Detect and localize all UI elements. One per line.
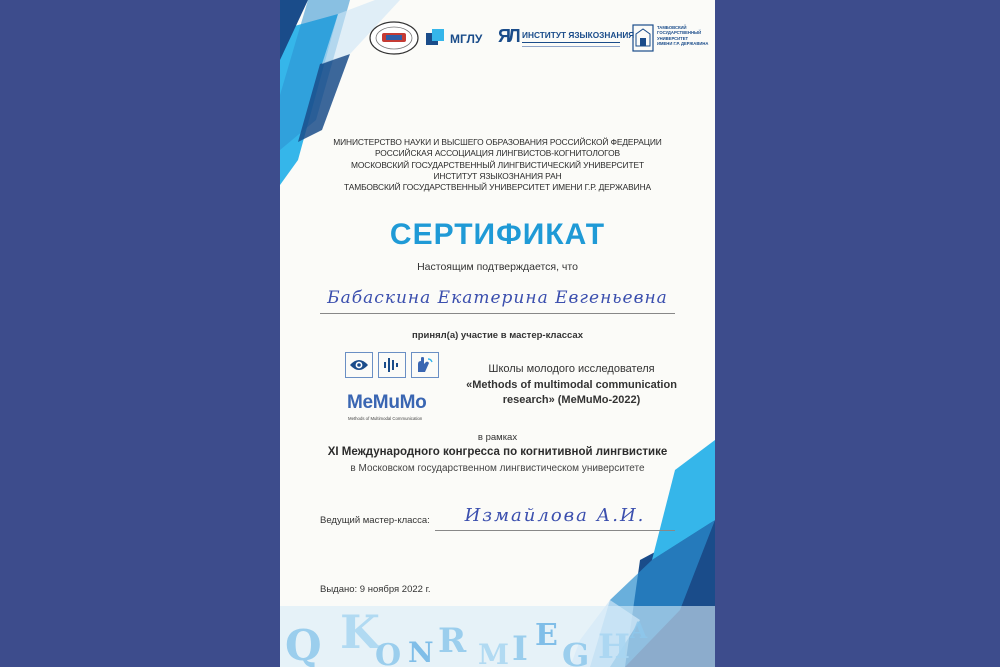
tambov-logo-line: ГОСУДАРСТВЕННЫЙ	[657, 30, 702, 36]
recipient-name-signature: Бабаскина Екатерина Евгеньевна	[327, 288, 668, 308]
letter-collage	[280, 600, 715, 667]
mglu-logo-text: МГЛУ	[450, 32, 483, 46]
memumo-logo	[345, 352, 445, 424]
participation-text: принял(а) участие в мастер-классах	[411, 330, 584, 341]
framework-text: в рамках	[477, 432, 518, 443]
school-line-3: research» (MeMuMo-2022)	[502, 394, 641, 406]
collage-letter-k: K	[340, 605, 380, 659]
collage-letter-q: Q	[285, 621, 322, 667]
issue-date: Выдано: 9 ноября 2022 г.	[320, 584, 431, 595]
organizer-line: ИНСТИТУТ ЯЗЫКОЗНАНИЯ РАН	[433, 170, 562, 181]
institute-logo-text: ИНСТИТУТ ЯЗЫКОЗНАНИЯ	[522, 30, 635, 40]
confirmation-text: Настоящим подтверждается, что	[417, 261, 578, 273]
collage-letter-h: H	[598, 627, 631, 667]
institute-symbol-icon: ЯЛ	[498, 26, 518, 46]
tambov-crest-icon	[632, 24, 654, 52]
lead-label: Ведущий мастер-класса:	[320, 515, 430, 526]
collage-letter-o: O	[375, 638, 402, 667]
eye-icon-box	[345, 352, 373, 378]
soundwave-icon	[382, 356, 402, 374]
tambov-logo-text	[657, 25, 715, 47]
tambov-logo-line: УНИВЕРСИТЕТ	[657, 35, 689, 41]
organizer-line: ТАМБОВСКИЙ ГОСУДАРСТВЕННЫЙ УНИВЕРСИТЕТ ИМЕНИ Г.Р. ДЕРЖАВИНА	[343, 182, 651, 193]
venue-text: в Московском государственном лингвистическом университете	[350, 463, 645, 474]
collage-letter-m: M	[478, 638, 509, 667]
tambov-logo-line: ИМЕНИ Г.Р. ДЕРЖАВИНА	[657, 41, 709, 47]
gesture-icon-box	[411, 352, 439, 378]
organizer-line: МИНИСТЕРСТВО НАУКИ И ВЫСШЕГО ОБРАЗОВАНИЯ РОССИЙСКОЙ ФЕДЕРАЦИИ	[333, 137, 662, 147]
institute-logo-underline	[522, 42, 620, 43]
recipient-name-line	[320, 313, 675, 314]
certificate-page	[280, 0, 715, 667]
eye-icon	[349, 358, 369, 372]
collage-letter-a: A	[630, 618, 648, 644]
collage-letter-e: E	[535, 618, 558, 653]
mglu-logo-icon	[426, 29, 446, 49]
certificate-title: СЕРТИФИКАТ	[389, 218, 606, 251]
soundwave-icon-box	[378, 352, 406, 378]
lead-signature-line	[435, 530, 675, 531]
collage-letter-r: R	[438, 621, 467, 661]
memumo-logo-caption: Methods of Multimodal Communication	[348, 416, 423, 421]
institute-logo-underline-2	[522, 46, 620, 47]
collage-letter-n: N	[408, 636, 434, 667]
collage-letter-i: I	[512, 629, 528, 667]
organizer-line: МОСКОВСКИЙ ГОСУДАРСТВЕННЫЙ ЛИНГВИСТИЧЕСКИЙ УНИВЕРСИТЕТ	[350, 159, 644, 170]
partner-logos	[280, 18, 715, 58]
lead-signature: Измайлова А.И.	[464, 505, 646, 526]
organizers-list	[280, 137, 715, 193]
tambov-logo-line: ТАМБОВСКИЙ	[657, 25, 687, 30]
congress-title: XI Международного конгресса по когнитивной лингвистике	[327, 446, 668, 458]
memumo-logo-name: MeMuMo	[347, 392, 427, 413]
school-line-1: Школы молодого исследователя	[488, 363, 655, 375]
hand-gesture-icon	[415, 356, 435, 374]
organizer-line: РОССИЙСКАЯ АССОЦИАЦИЯ ЛИНГВИСТОВ-КОГНИТОЛОГОВ	[375, 148, 620, 159]
collage-letter-g: G	[562, 636, 590, 667]
school-line-2: «Methods of multimodal communication	[466, 378, 677, 391]
school-title	[454, 362, 689, 409]
rusfederation-logo	[368, 20, 420, 56]
